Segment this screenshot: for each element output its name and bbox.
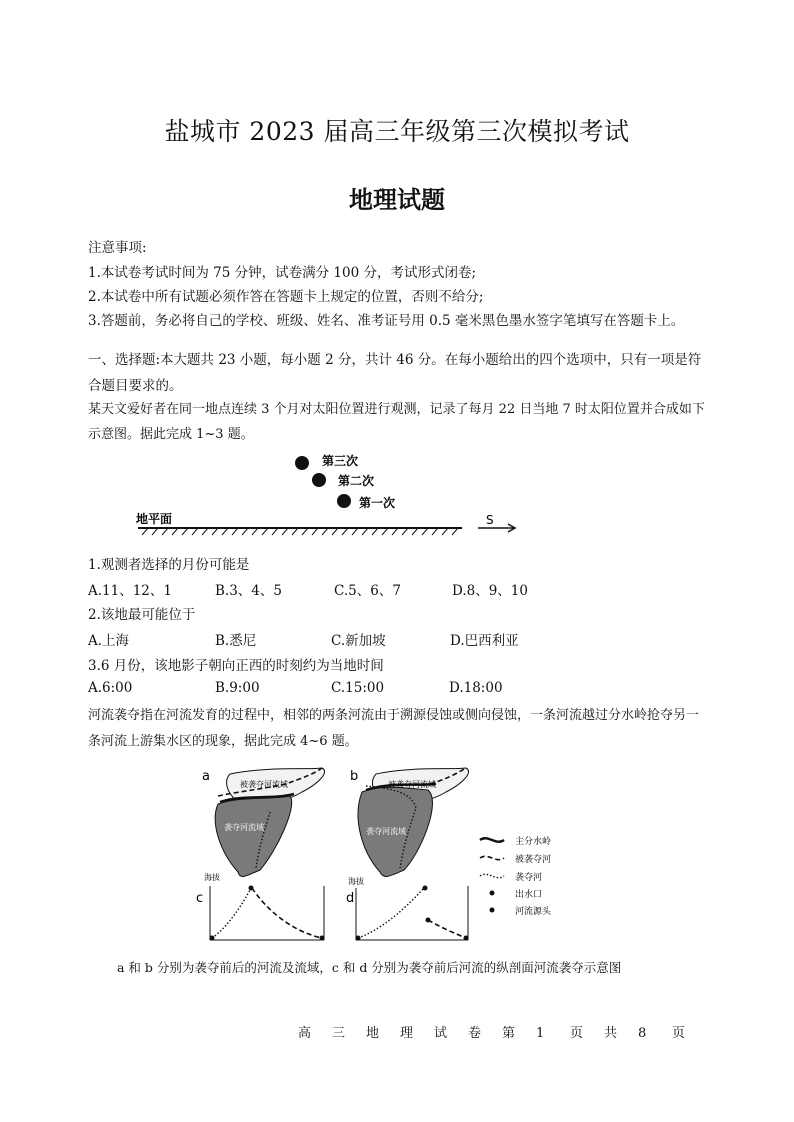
hatch-mark [342,528,348,535]
q1-option-d: D.8、9、10 [452,583,528,599]
q3-stem: 3.6 月份，该地影子朝向正西的时刻约为当地时间 [88,658,384,674]
q2-stem: 2.该地最可能位于 [88,607,196,623]
panel-d-source-point-2 [426,918,431,923]
hatch-mark [272,528,278,535]
footer-char: 第 [502,1026,516,1041]
footer-char: 高 [298,1026,312,1041]
hatch-mark [302,528,308,535]
legend-captured-symbol [480,856,504,859]
footer-char: 页 [672,1026,686,1041]
hatch-mark [362,528,368,535]
panel-b-captured-basin-label: 被袭夺河流域 [388,780,436,789]
page-footer [298,1022,708,1041]
sun-second-label: 第二次 [338,474,375,488]
passage-1: 某天文爱好者在同一地点连续 3 个月对太阳位置进行观测，记录了每月 22 日当地 7 时太阳位置并合成如下示意图。据此完成 1~3 题。 [88,402,705,442]
hatch-mark [252,528,258,535]
notice-item-3: 3.答题前，务必将自己的学校、班级、姓名、准考证号用 0.5 毫米黑色墨水签字笔填写在答题卡上。 [88,313,685,329]
hatch-mark [402,528,408,535]
footer-char: 三 [332,1026,346,1041]
hatch-mark [282,528,288,535]
footer-char: 试 [434,1026,448,1041]
section-intro: 一、选择题:本大题共 23 小题，每小题 2 分，共计 46 分。在每小题给出的四个选项中，只有一项是符合题目要求的。 [88,352,702,394]
figure-caption: a 和 b 分别为袭夺前后的河流及流域，c 和 d 分别为袭夺前后河流的纵剖面河流袭夺示意图 [117,960,622,975]
footer-total-pages: 8 [638,1026,647,1041]
panel-d-capturing-profile [358,888,424,938]
south-direction-label: S [486,513,494,527]
passage-2: 河流袭夺指在河流发育的过程中，相邻的两条河流由于溯源侵蚀或侧向侵蚀，一条河流越过分水岭抢夺另一条河流上游集水区的现象，据此完成 4~6 题。 [88,708,700,749]
hatch-mark [392,528,398,535]
hatch-mark [332,528,338,535]
panel-c-source-point [249,886,254,891]
hatch-mark [422,528,428,535]
panel-a-capturing-basin [215,796,291,876]
hatch-mark [452,528,458,535]
q2-option-d: D.巴西利亚 [450,633,519,649]
q2-option-a: A.上海 [88,633,130,649]
panel-d-elevation-label: 海拔 [348,877,364,886]
panel-a-capturing-basin-label: 袭夺河流域 [224,823,264,832]
hatch-mark [432,528,438,535]
panel-d-outlet-left [356,936,361,941]
legend-captured-label: 被袭夺河 [515,855,552,865]
hatch-mark [182,528,188,535]
hatch-mark [322,528,328,535]
hatch-mark [242,528,248,535]
hatch-mark [192,528,198,535]
legend-capturing-symbol [480,874,504,877]
notice-heading: 注意事项: [88,240,147,256]
panel-d-captured-profile [428,920,466,938]
panel-c-capturing-profile [212,890,250,938]
panel-b-capturing-basin-label: 袭夺河流域 [366,827,406,836]
hatch-mark [412,528,418,535]
hatch-mark [382,528,388,535]
q3-option-c: C.15:00 [331,680,385,696]
panel-c-outlet-left [210,936,215,941]
notice-item-2: 2.本试卷中所有试题必须作答在答题卡上规定的位置，否则不给分; [88,289,484,305]
hatch-mark [212,528,218,535]
exam-title: 盐城市 2023 届高三年级第三次模拟考试 [164,117,630,146]
panel-c-elevation-label: 海拔 [204,873,220,882]
hatch-mark [292,528,298,535]
hatch-mark [172,528,178,535]
panel-d-outlet-right [464,936,469,941]
legend-capturing-label: 袭夺河 [515,873,543,883]
q3-option-b: B.9:00 [215,680,260,696]
sun-third-marker [295,456,309,470]
sun-first-label: 第一次 [359,496,396,510]
footer-char: 共 [604,1026,618,1041]
footer-char: 卷 [468,1026,482,1041]
footer-char: 页 [570,1026,584,1041]
hatch-mark [152,528,158,535]
q1-stem: 1.观测者选择的月份可能是 [88,557,250,573]
panel-d-label: d [346,891,355,906]
sun-third-label: 第三次 [322,454,359,468]
exam-subtitle: 地理试题 [349,186,445,214]
hatch-mark [142,528,148,535]
panel-c-label: c [196,891,204,906]
river-capture-figure [190,762,590,947]
hatch-mark [372,528,378,535]
horizon-hatching [142,528,458,535]
sun-first-marker [337,494,351,508]
q2-option-c: C.新加坡 [331,633,386,649]
panel-d-source-point [423,886,428,891]
legend-source-symbol [490,908,495,913]
q1-option-c: C.5、6、7 [334,583,401,599]
legend-divide-symbol [480,838,504,841]
hatch-mark [162,528,168,535]
q1-option-b: B.3、4、5 [215,583,282,599]
legend-outlet-label: 出水口 [515,890,543,900]
panel-c-outlet-right [320,936,325,941]
panel-a-captured-basin-label: 被袭夺河流域 [240,780,288,789]
hatch-mark [442,528,448,535]
hatch-mark [232,528,238,535]
footer-char: 理 [400,1026,414,1041]
hatch-mark [352,528,358,535]
sun-position-figure [130,445,530,545]
footer-char: 地 [366,1026,380,1041]
q1-option-a: A.11、12、1 [88,583,172,599]
sun-second-marker [312,473,326,487]
panel-a-label: a [202,769,210,784]
horizon-label: 地平面 [136,512,173,526]
hatch-mark [312,528,318,535]
legend-divide-label: 主分水岭 [515,837,552,847]
hatch-mark [222,528,228,535]
panel-b-label: b [350,769,359,784]
notice-item-1: 1.本试卷考试时间为 75 分钟，试卷满分 100 分，考试形式闭卷; [88,265,477,281]
footer-page-number: 1 [536,1026,545,1041]
q3-option-d: D.18:00 [449,680,503,696]
panel-c-captured-profile [252,888,322,938]
hatch-mark [202,528,208,535]
q2-option-b: B.悉尼 [215,633,257,649]
legend-source-label: 河流源头 [515,907,552,917]
hatch-mark [262,528,268,535]
legend-outlet-symbol [490,891,495,896]
q3-option-a: A.6:00 [88,680,133,696]
